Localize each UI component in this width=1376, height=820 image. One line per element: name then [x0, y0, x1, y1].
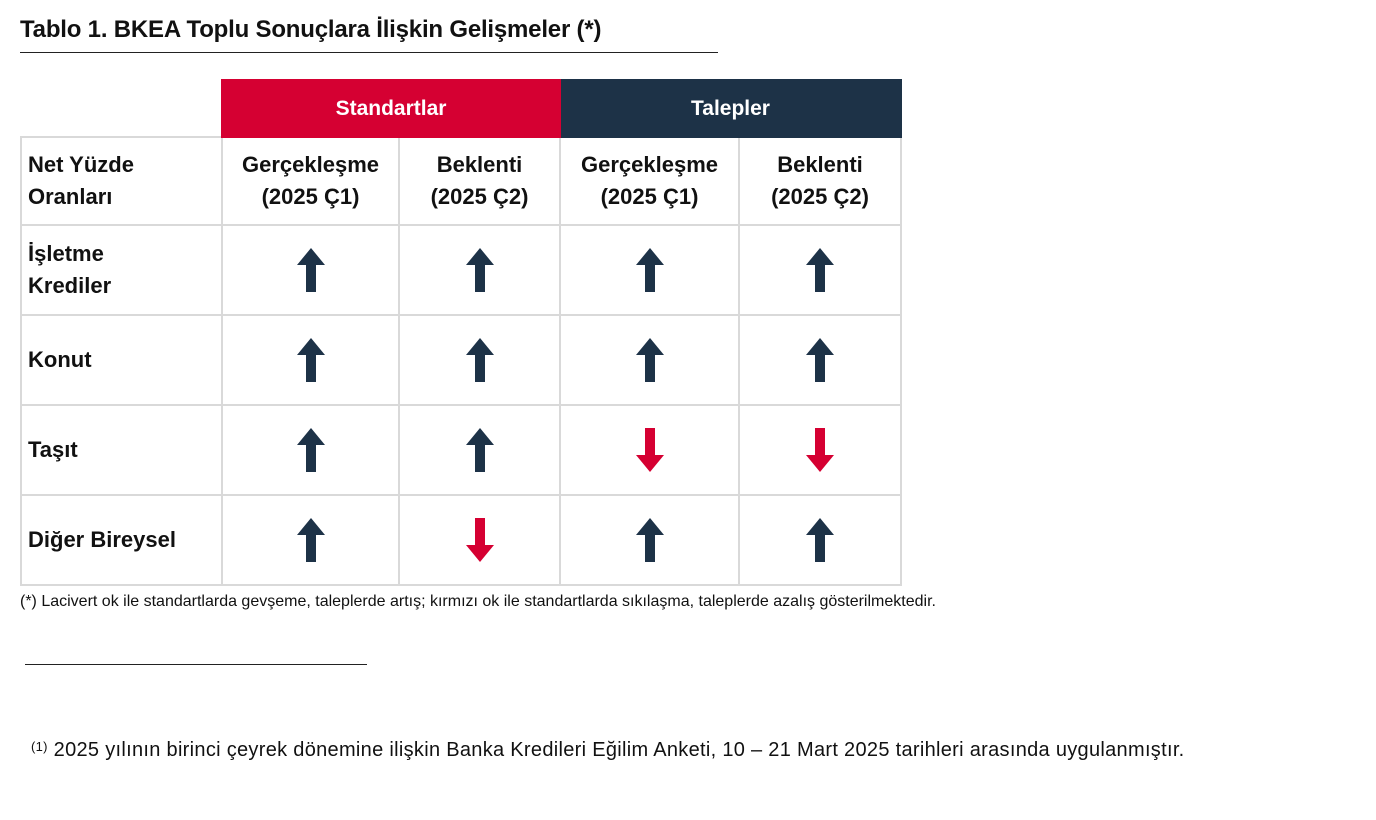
column-header-line2: (2025 Ç1) — [600, 184, 699, 209]
footnote — [31, 734, 1334, 766]
column-header — [399, 137, 560, 225]
row-label — [21, 225, 222, 315]
corner-header-line1: Net Yüzde — [28, 152, 134, 177]
up-arrow-icon — [296, 518, 326, 562]
arrow-cell — [560, 315, 739, 405]
row-label-line: Diğer Bireysel — [28, 527, 176, 552]
arrow-cell — [560, 225, 739, 315]
up-arrow-icon — [805, 338, 835, 382]
row-label — [21, 405, 222, 495]
row-label-line: İşletme — [28, 241, 104, 266]
column-header — [739, 137, 901, 225]
up-arrow-icon — [296, 248, 326, 292]
arrow-cell — [739, 315, 901, 405]
table-title: Tablo 1. BKEA Toplu Sonuçlara İlişkin Gelişmeler (*) — [20, 16, 718, 53]
group-header-standards: Standartlar — [222, 80, 560, 137]
arrow-cell — [222, 315, 399, 405]
up-arrow-icon — [296, 338, 326, 382]
row-label-line: Taşıt — [28, 437, 78, 462]
up-arrow-icon — [635, 248, 665, 292]
arrow-cell — [560, 495, 739, 585]
arrow-cell — [739, 405, 901, 495]
table-row — [21, 495, 901, 585]
up-arrow-icon — [805, 518, 835, 562]
column-header-line1: Beklenti — [436, 152, 523, 177]
row-label-line: Krediler — [28, 273, 112, 298]
arrow-cell — [222, 225, 399, 315]
arrow-cell — [222, 405, 399, 495]
footnote-marker: (1) — [31, 739, 48, 754]
empty-corner — [21, 80, 222, 137]
arrow-cell — [222, 495, 399, 585]
table-row — [21, 405, 901, 495]
column-header — [560, 137, 739, 225]
row-label — [21, 495, 222, 585]
survey-results-table — [20, 79, 902, 586]
up-arrow-icon — [296, 428, 326, 472]
group-header-demand: Talepler — [560, 80, 901, 137]
up-arrow-icon — [465, 428, 495, 472]
column-header-line2: (2025 Ç1) — [261, 184, 360, 209]
column-header-line2: (2025 Ç2) — [430, 184, 529, 209]
corner-header — [21, 137, 222, 225]
legend-note: (*) Lacivert ok ile standartlarda gevşeme, taleplerde artış; kırmızı ok ile standartlarda sıkılaşma, taleplerde azalış gösterilmektedir. — [20, 593, 936, 610]
row-label — [21, 315, 222, 405]
down-arrow-icon — [635, 428, 665, 472]
arrow-cell — [399, 225, 560, 315]
arrow-cell — [739, 495, 901, 585]
arrow-cell — [739, 225, 901, 315]
column-header-line1: Beklenti — [777, 152, 863, 177]
arrow-cell — [560, 405, 739, 495]
up-arrow-icon — [465, 248, 495, 292]
footnote-text: 2025 yılının birinci çeyrek dönemine ilişkin Banka Kredileri Eğilim Anketi, 10 – 21 Mart 2025 tarihleri arasında uygulanmıştır. — [53, 739, 1185, 761]
arrow-cell — [399, 315, 560, 405]
arrow-cell — [399, 495, 560, 585]
column-header-line1: Gerçekleşme — [242, 152, 379, 177]
table-row — [21, 315, 901, 405]
up-arrow-icon — [635, 518, 665, 562]
down-arrow-icon — [805, 428, 835, 472]
up-arrow-icon — [805, 248, 835, 292]
column-header-line1: Gerçekleşme — [581, 152, 718, 177]
up-arrow-icon — [465, 338, 495, 382]
row-label-line: Konut — [28, 347, 92, 372]
down-arrow-icon — [465, 518, 495, 562]
corner-header-line2: Oranları — [28, 184, 113, 209]
table-row — [21, 225, 901, 315]
arrow-cell — [399, 405, 560, 495]
column-header — [222, 137, 399, 225]
footnote-separator — [25, 664, 367, 665]
column-header-line2: (2025 Ç2) — [771, 184, 869, 209]
up-arrow-icon — [635, 338, 665, 382]
